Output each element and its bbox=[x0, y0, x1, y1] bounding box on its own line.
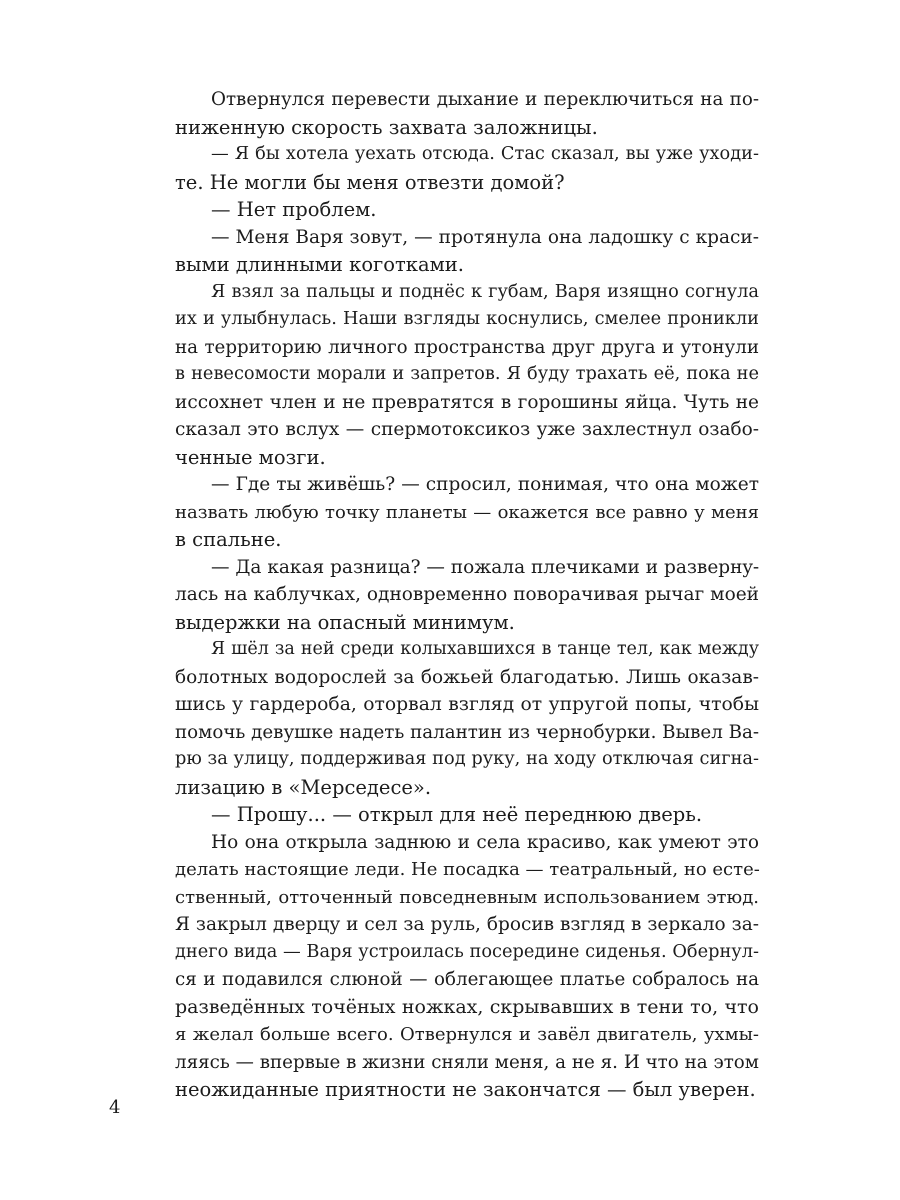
text-line: на территорию личного пространства друг друга и утонули bbox=[175, 336, 759, 358]
text-line: Отвернулся перевести дыхание и переключиться на по- bbox=[211, 89, 759, 110]
page-number: 4 bbox=[109, 1097, 121, 1118]
text-line: Я закрыл дверцу и сел за руль, бросив взгляд в зеркало за- bbox=[175, 914, 759, 935]
text-line: Я взял за пальцы и поднёс к губам, Варя изящно согнула bbox=[211, 281, 759, 302]
text-line: шись у гардероба, оторвал взгляд от упругой попы, чтобы bbox=[175, 694, 759, 715]
text-line: в невесомости морали и запретов. Я буду трахать её, пока не bbox=[175, 364, 759, 384]
text-line: ляясь — впервые в жизни сняли меня, а не я. И что на этом bbox=[175, 1051, 759, 1073]
text-line: болотных водорослей за божьей благодатью. Лишь оказав- bbox=[175, 666, 759, 688]
text-line: ственный, отточенный повседневным использованием этюд. bbox=[175, 886, 759, 908]
text-line: ниженную скорость захвата заложницы. bbox=[175, 115, 598, 139]
text-line: — Нет проблем. bbox=[211, 198, 377, 221]
text-line: — Прошу... — открыл для неё переднюю дверь. bbox=[211, 803, 703, 826]
text-line: ченные мозги. bbox=[175, 445, 326, 469]
text-line: разведённых точёных ножках, скрывавших в тени то, что bbox=[175, 995, 759, 1018]
text-line: иссохнет член и не превратятся в горошины яйца. Чуть не bbox=[175, 391, 759, 413]
text-line: Но она открыла заднюю и села красиво, как умеют это bbox=[211, 831, 759, 853]
text-line: я желал больше всего. Отвернулся и завёл двигатель, ухмы- bbox=[175, 1024, 759, 1045]
text-line: лась на каблучках, одновременно поворачивая рычаг моей bbox=[175, 584, 759, 605]
text-line: выми длинными коготками. bbox=[175, 253, 464, 276]
text-line: днего вида — Варя устроилась посередине сиденья. Обернул- bbox=[175, 941, 759, 962]
text-line: назвать любую точку планеты — окажется все равно у меня bbox=[175, 501, 759, 523]
text-line: — Я бы хотела уехать отсюда. Стас сказал, вы уже уходи- bbox=[211, 144, 759, 164]
text-line: лизацию в «Мерседесе». bbox=[175, 775, 432, 799]
text-line: Я шёл за ней среди колыхавшихся в танце тел, как между bbox=[211, 639, 759, 659]
text-line: — Где ты живёшь? — спросил, понимая, что она может bbox=[211, 474, 759, 495]
text-line: — Да какая разница? — пожала плечиками и развернy- bbox=[211, 556, 760, 578]
text-line: рю за улицу, поддерживая под руку, на ходу отключая сигна- bbox=[175, 749, 759, 769]
text-line: выдержки на опасный минимум. bbox=[175, 610, 515, 634]
text-line: ся и подавился слюной — облегающее платье собралось на bbox=[175, 969, 759, 990]
text-line: делать настоящие леди. Не посадка — театральный, но есте- bbox=[175, 859, 760, 880]
text-line: — Меня Варя зовут, — протянула она ладошку с краси- bbox=[211, 226, 759, 248]
text-line: сказал это вслух — спермотоксикоз уже захлестнул озабо- bbox=[175, 419, 759, 440]
text-line: их и улыбнулась. Наши взгляды коснулись, смелее проникли bbox=[175, 309, 759, 329]
text-line: неожиданные приятности не закончатся — был уверен. bbox=[175, 1078, 756, 1101]
text-line: помочь девушке надеть палантин из чернобурки. Вывел Ва- bbox=[175, 721, 760, 743]
body-text bbox=[175, 86, 759, 1104]
text-line: те. Не могли бы меня отвезти домой? bbox=[175, 170, 565, 194]
text-line: в спальне. bbox=[175, 528, 282, 551]
